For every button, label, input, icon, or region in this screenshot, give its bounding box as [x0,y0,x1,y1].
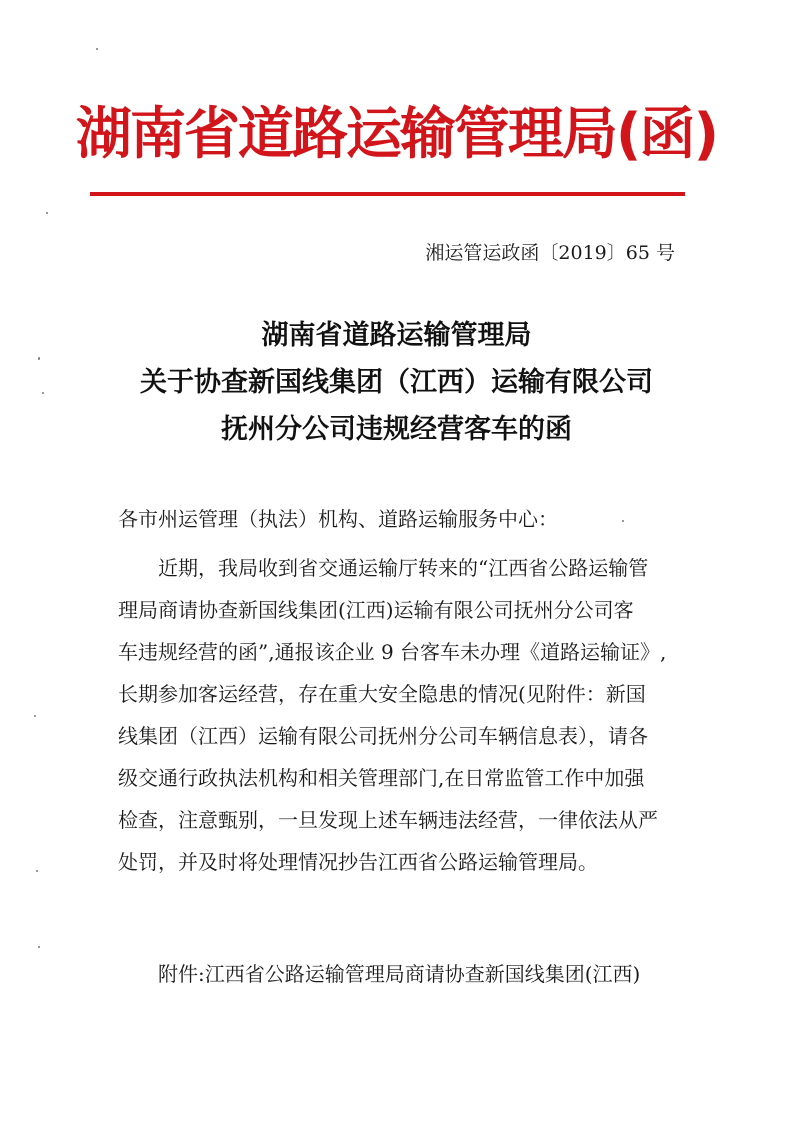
body-paragraph [118,547,678,883]
title-line-1: 湖南省道路运输管理局 [261,320,532,351]
scan-speck [96,48,98,50]
scan-speck [36,870,38,872]
scan-speck [622,520,624,522]
body-line: 理局商请协查新国线集团(江西)运输有限公司抚州分公司客 [118,598,634,622]
body-line: 车违规经营的函”,通报该企业 9 台客车未办理《道路运输证》, [118,640,667,664]
body-line: 检查，注意甄别，一旦发现上述车辆违法经营，一律依法从严 [118,808,658,832]
document-title [0,312,793,453]
body-line: 级交通行政执法机构和相关管理部门,在日常监管工作中加强 [118,766,645,790]
scan-speck [46,212,48,214]
scan-speck [38,357,40,360]
attachment-note: 附件:江西省公路运输管理局商请协查新国线集团(江西) [158,962,641,986]
letterhead-title: 湖南省道路运输管理局(函) [75,102,718,167]
body-line: 近期，我局收到省交通运输厅转来的“江西省公路运输管 [158,556,649,580]
salutation: 各市州运管理（执法）机构、道路运输服务中心： [118,507,558,531]
body-line: 长期参加客运经营，存在重大安全隐患的情况(见附件：新国 [118,682,646,706]
letterhead-red-rule [90,192,685,196]
body-line: 处罚，并及时将处理情况抄告江西省公路运输管理局。 [118,850,598,874]
scan-speck [42,392,44,394]
scan-speck [34,715,36,717]
scan-speck [38,946,40,948]
document-number: 湘运管运政函〔2019〕65 号 [425,242,675,264]
title-line-2: 关于协查新国线集团（江西）运输有限公司 [140,367,653,398]
title-line-3: 抚州分公司违规经营客车的函 [221,414,572,445]
body-line: 线集团（江西）运输有限公司抚州分公司车辆信息表），请各 [118,724,648,748]
